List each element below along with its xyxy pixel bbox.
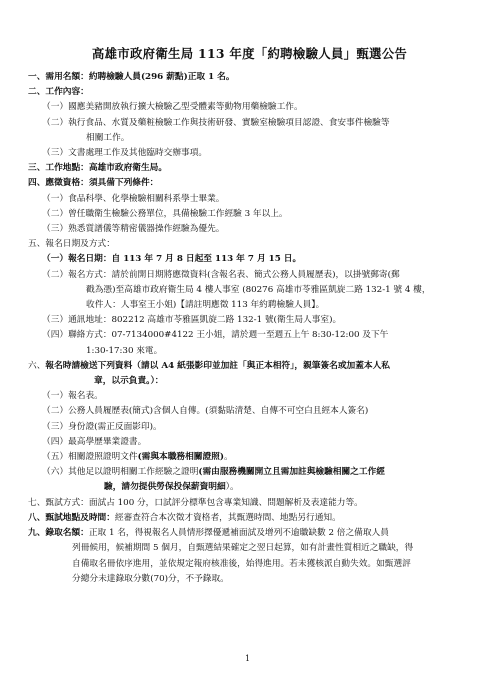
document-item-5-end: 。 (223, 452, 233, 463)
document-item-5-text: （五）相關證照證明文件 (42, 452, 138, 463)
registration-address: （三）通訊地址：802212 高雄市苓雅區凱旋二路 132-1 號(衛生局人事室)。 (42, 315, 342, 326)
document-item-6 (28, 465, 471, 480)
document-item-1: （一）報名表。 (42, 391, 103, 402)
documents-prefix: 六、 (28, 360, 46, 371)
admission-label: 九、錄取名額： (28, 528, 89, 539)
section-exam-venue (28, 511, 471, 526)
qualifications-value: 須具備下列條件： (88, 178, 159, 189)
admission-text-2: 列冊候用，候補期間 5 個月，自甄選結果確定之翌日起算，如有計畫性質相近之職缺，得 (72, 543, 414, 554)
exam-venue-label: 八、甄試地點及時間： (28, 512, 115, 523)
registration-contact-cont: 1:30-17:30 來電。 (86, 345, 163, 356)
section-documents-heading (28, 359, 471, 374)
document-item-5-bold: (需與本職務相關證照) (137, 452, 224, 463)
location-value: 高雄市政府衛生局。 (88, 163, 167, 174)
document-item-6-end: ）。 (225, 482, 239, 493)
document-item-6-cont (28, 480, 471, 495)
quota-value: 約聘檢驗人員(296 薪點)正取 1 名。 (88, 72, 235, 82)
section-quota (28, 70, 471, 85)
document-item-6-bold-cont: 驗，請勿提供勞保投保薪資明細 (104, 482, 226, 493)
duty-item-2: （二）執行食品、水質及藥粧檢驗工作與技術研發、實驗室檢驗項目認證、食安事件檢驗等 (42, 117, 390, 128)
section-qualifications (28, 176, 471, 191)
document-item-2: （二）公務人員履歷表(簡式)含個人自傳。(須黏貼清楚、自傳不可空白且經本人簽名) (42, 406, 369, 417)
documents-heading-text: 報名時請檢送下列資料（請以 A4 紙張影印並加註「與正本相符」，親筆簽名或加蓋本人私 (45, 360, 390, 371)
registration-method: （二）報名方式：請於前開日期將應徵資料(含報名表、簡式公務人員履歷表)，以掛號郵寄(郵 (42, 269, 400, 280)
section-exam-method: 七、甄試方式：面試占 100 分，口試評分標準包含專業知識、問題解析及表達能力等。 (28, 497, 363, 508)
qualification-item-2: （二）曾任職衛生檢驗公務單位，具備檢驗工作經驗 3 年以上。 (42, 208, 288, 219)
page-number: 1 (244, 654, 251, 663)
registration-method-cont-1: 戳為憑)至高雄市政府衛生局 4 樓人事室 (80276 高雄市苓雅區凱旋二路 132-1 號 4 樓， (86, 284, 431, 295)
document-item-5 (28, 450, 471, 465)
page-title: 高雄市政府衛生局 113 年度「約聘檢驗人員」甄選公告 (91, 46, 408, 61)
admission-text-3: 自備取名冊依序進用，並依規定報府核准後，始得進用。若未獲核派自動失效。如甄選評 (72, 558, 411, 569)
registration-date: （一）報名日期：自 113 年 7 月 8 日起至 113 年 7 月 15 日。 (42, 254, 302, 265)
section-location (28, 161, 471, 176)
section-duties-heading: 二、工作內容： (28, 87, 89, 98)
duty-item-1: （一）國應美豬開放執行擴大檢驗乙型受體素等動物用藥檢驗工作。 (42, 102, 303, 113)
document-item-4: （四）最高學歷畢業證書。 (42, 436, 147, 447)
quota-label: 一、需用名額： (28, 72, 89, 82)
section-admission (28, 526, 471, 541)
registration-contact: （四）聯絡方式：07-7134000#4122 王小姐，請於週一至週五上午 8:30-12:00 及下午 (42, 330, 389, 341)
document-item-6-bold: (需由服務機關開立且需加註與檢驗相關之工作經 (198, 467, 385, 478)
location-label: 三、工作地點： (28, 163, 89, 174)
duty-item-3: （三）文書處理工作及其他臨時交辦事項。 (42, 148, 208, 159)
registration-method-cont-2: 收件人：人事室王小姐)【請註明應徵 113 年約聘檢驗人員】。 (86, 300, 325, 311)
qualification-item-1: （一）食品科學、化學檢驗相關科系學士畢業。 (42, 193, 225, 204)
section-registration-heading: 五、報名日期及方式： (28, 239, 115, 250)
exam-venue-value: 經審查符合本次徵才資格者，其甄選時間、地點另行通知。 (114, 512, 341, 523)
duty-item-2-cont: 相關工作。 (86, 132, 130, 143)
document-item-6-text: （六）其他足以證明相關工作經驗之證明 (42, 467, 199, 478)
admission-text-1: 正取 1 名，得視報名人員情形擇優遞補面試及增列不逾職缺數 2 倍之備取人員 (88, 528, 389, 539)
admission-text-4: 分總分未達錄取分數(70)分，不予錄取。 (72, 573, 229, 584)
qualifications-label: 四、應徵資格： (28, 178, 89, 189)
documents-heading-cont: 章，以示負責。）： (94, 376, 164, 387)
qualification-item-3: （三）熟悉質譜儀等精密儀器操作經驗為優先。 (42, 224, 225, 235)
document-item-3: （三）身份證(需正反面影印)。 (42, 421, 162, 432)
